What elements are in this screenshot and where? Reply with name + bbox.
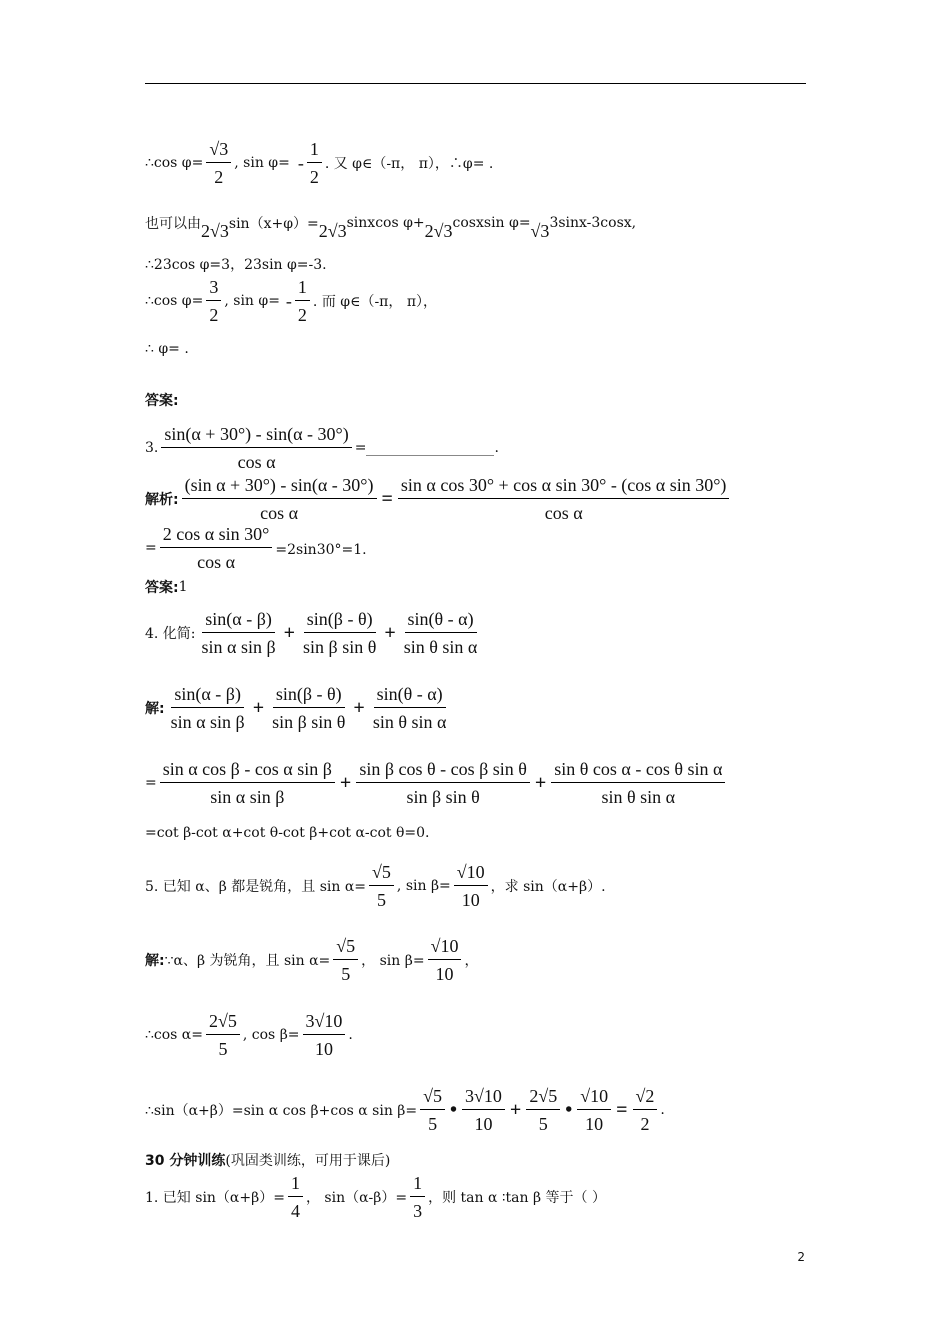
solution-5b: ∴cos α= $\frac{2√5}{5}$ , cos β= $\frac{3√10}{10}$ . (145, 1011, 353, 1059)
fraction: $\frac{1}{2}$ (307, 138, 322, 188)
line-also: 也可以由 2√3 sin（x+φ）= 2√3 sinxcos φ+ 2√3 cosxsin φ= √3 3sinx-3cosx, (145, 214, 637, 241)
text: . 又 φ∈（-π， π），∴φ= . (324, 156, 494, 172)
answer-blank (366, 441, 494, 456)
line-therefore: ∴23cos φ=3，23sin φ=-3. (145, 257, 327, 273)
answer-3: 答案: 1 (145, 579, 188, 596)
text: , sin φ= (234, 155, 290, 171)
solution-4b: = $\frac{\text{sin α cos β - cos α sin β}}{\text{sin α sin β}}$ + $\frac{\text{sin β cos θ - cos β sin θ}}{\text{sin β sin θ}}$ + $\frac{\text{sin θ cos α - cos θ sin α}}{\text{sin θ sin α}}$ (145, 758, 728, 808)
line-cos-phi-2: ∴cos φ= $\frac{3}{2}$ , sin φ= - $\frac{1}{2}$ . 而 φ∈（-π， π）， (145, 277, 438, 325)
section-heading: 30 分钟训练 (巩固类训练，可用于课后) (145, 1153, 391, 1169)
question-5: 5. 已知 α、β 都是锐角，且 sin α= $\frac{√5}{5}$ , sin β= $\frac{√10}{10}$ ，求 sin（α+β）. (145, 862, 606, 910)
header-rule (145, 83, 806, 84)
line-phi: ∴ φ= . (145, 341, 189, 357)
text: ∴cos φ= (145, 155, 204, 171)
line-cos-phi: ∴cos φ= $\frac{√3}{2}$ , sin φ= - $\frac{1}{2}$ . 又 φ∈（-π， π），∴φ= . (145, 139, 494, 187)
question-3: 3. $\frac{\sin(\alpha + 30^\circ) - \sin(\alpha - 30^\circ)}{\text{cos α}}$ = . (145, 424, 499, 472)
solution-4c: =cot β-cot α+cot θ-cot β+cot α-cot θ=0. (145, 825, 430, 841)
solution-3: 解析: $\frac{\text{(sin α + 30°) - sin(α - 30°)}}{\text{cos α}}$ = $\frac{\text{sin α cos 30° + cos α sin 30° - (cos α sin 30°)}}{\text{cos α}}$ (145, 474, 732, 524)
question-1: 1. 已知 sin（α+β）= $\frac{1}{4}$ ， sin（α-β）= $\frac{1}{3}$ ，则 tan α ∶tan β 等于（ ） (145, 1173, 606, 1221)
page-number: 2 (797, 1250, 805, 1264)
answer-label: 答案: (145, 393, 179, 409)
fraction: $\frac{√3}{2}$ (206, 138, 231, 188)
solution-5: 解: ∵α、β 为锐角，且 sin α= $\frac{√5}{5}$ ， sin β= $\frac{√10}{10}$ ， (145, 936, 479, 984)
solution-4: 解: $\frac{\sin(\alpha - \beta)}{\text{sin α sin β}}$ + $\frac{\sin(\beta - \theta)}{\text{sin β sin θ}}$ + $\frac{\sin(\theta - \alpha)}{\text{sin θ sin α}}$ (145, 684, 447, 732)
solution-3b: = $\frac{\text{2 cos α sin 30°}}{\text{cos α}}$ =2sin30°=1. (145, 524, 367, 572)
question-4: 4. 化简: $\frac{\sin(\alpha - \beta)}{\text{sin α sin β}}$ + $\frac{\sin(\beta - \theta)}{\text{sin β sin θ}}$ + $\frac{\sin(\theta - \alpha)}{\text{sin θ sin α}}$ (145, 609, 478, 657)
solution-5c: ∴sin（α+β）=sin α cos β+cos α sin β= $\frac{√5}{5}$ • $\frac{3√10}{10}$ + $\frac{2√5}{5}$ • $\frac{√10}{10}$ = $\frac{√2}{2}$ . (145, 1086, 665, 1134)
